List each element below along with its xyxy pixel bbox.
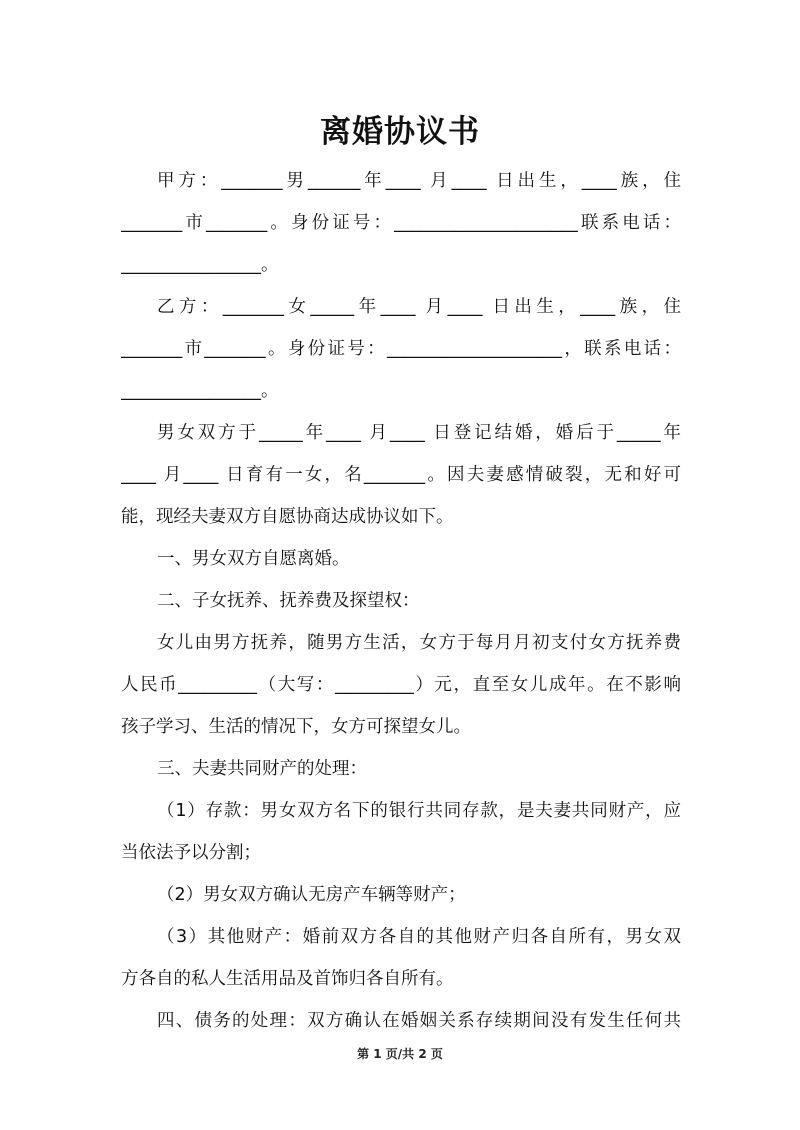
party-a-line-3: ________________。 [121, 255, 279, 275]
clause-2-line-2: 人民币_________（大写：_________）元，直至女儿成年。在不影响 [121, 675, 681, 695]
clause-3-heading: 三、夫妻共同财产的处理： [157, 759, 367, 779]
party-a-line-2: _______市_______。身份证号：_____________________联系电话： [121, 213, 681, 233]
party-b-line-3: ________________。 [121, 381, 279, 401]
document-title: 离婚协议书 [320, 114, 480, 150]
marriage-line-2: ____ 月____ 日育有一女，名_______。因夫妻感情破裂，无和好可 [121, 465, 681, 485]
clause-3-item-2: （2）男女双方确认无房产车辆等财产； [157, 885, 466, 905]
document-body [121, 160, 681, 1042]
party-a-line-1: 甲方：_______男______年____ 月____ 日出生，____族，住 [157, 171, 681, 191]
clause-3-item-3-line-1: （3）其他财产：婚前双方各自的其他财产归各自所有，男女双 [157, 927, 681, 947]
clause-3-item-1-line-1: （1）存款：男女双方名下的银行共同存款，是夫妻共同财产，应 [157, 801, 681, 821]
party-b-line-1: 乙方：_______女_____年____ 月____ 日出生，____族，住 [157, 297, 681, 317]
clause-2-line-3: 孩子学习、生活的情况下，女方可探望女儿。 [121, 717, 471, 737]
marriage-line-3: 能，现经夫妻双方自愿协商达成协议如下。 [121, 507, 454, 527]
clause-4-line-1: 四、债务的处理：双方确认在婚姻关系存续期间没有发生任何共 [157, 1011, 681, 1031]
clause-2-heading: 二、子女抚养、抚养费及探望权： [157, 591, 420, 611]
clause-2-line-1: 女儿由男方抚养，随男方生活，女方于每月月初支付女方抚养费 [157, 633, 681, 653]
marriage-line-1: 男女双方于_____年____ 月____ 日登记结婚，婚后于_____年 [157, 423, 681, 443]
clause-1: 一、男女双方自愿离婚。 [157, 549, 350, 569]
party-b-line-2: _______市_______。身份证号：____________________，联系电话： [121, 339, 681, 359]
clause-3-item-3-line-2: 方各自的私人生活用品及首饰归各自所有。 [121, 969, 454, 989]
clause-3-item-1-line-2: 当依法予以分割； [121, 843, 261, 863]
page-number: 第 1 页/共 2 页 [357, 1047, 443, 1061]
